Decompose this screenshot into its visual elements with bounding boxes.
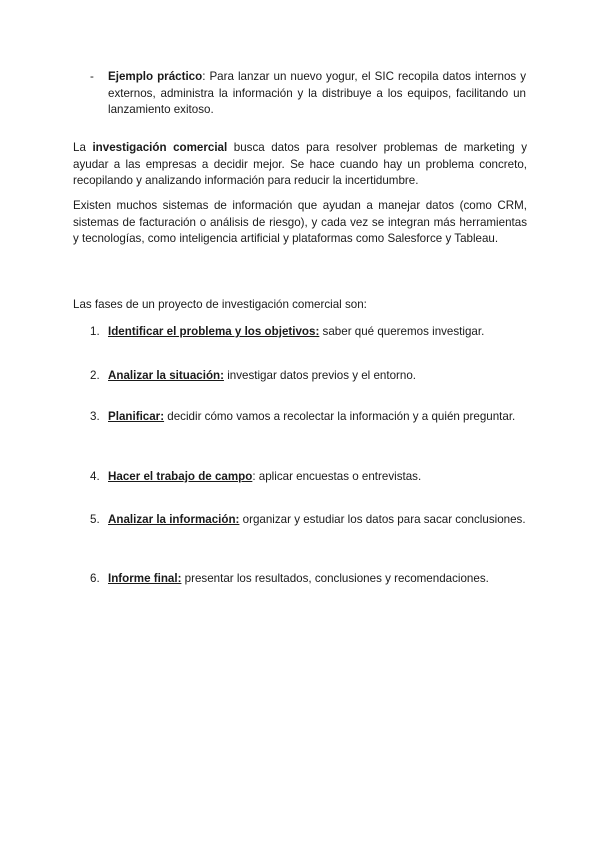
step-number: 6. [90,572,100,585]
step-3 [90,409,527,426]
step-body: : aplicar encuestas o entrevistas. [252,470,422,483]
paragraph-investigacion [73,140,527,190]
step-body: decidir cómo vamos a recolectar la información y a quién preguntar. [164,410,516,423]
step-body: presentar los resultados, conclusiones y recomendaciones. [181,572,489,585]
step-number: 3. [90,410,100,423]
step-text [108,469,527,486]
step-body: saber qué queremos investigar. [319,325,485,338]
phases-intro: Las fases de un proyecto de investigación comercial son: [73,298,367,311]
step-text [108,368,527,385]
step-title: Analizar la información: [108,513,240,526]
step-6 [90,571,527,588]
step-number: 1. [90,325,100,338]
step-body: organizar y estudiar los datos para sacar conclusiones. [239,513,526,526]
step-body: investigar datos previos y el entorno. [223,369,417,382]
example-text [108,69,526,119]
step-1 [90,324,527,341]
example-title: Ejemplo práctico [108,70,203,83]
para1-bold: investigación comercial [92,141,228,154]
step-number: 4. [90,470,100,483]
step-title: Identificar el problema y los objetivos: [108,325,320,338]
step-title: Planificar: [108,410,165,423]
step-title: Analizar la situación: [108,369,224,382]
step-text [108,409,527,426]
step-2 [90,368,527,385]
paragraph-sistemas: Existen muchos sistemas de información que ayudan a manejar datos (como CRM, sistemas de facturación o análisis de riesgo), y cada vez se integran más herramientas y tecnologías, como inteligencia artificial y plataformas como Salesforce y Tableau. [73,199,527,245]
step-title: Informe final: [108,572,182,585]
step-4 [90,469,527,486]
step-number: 5. [90,513,100,526]
example-bullet [90,69,527,119]
para1-prefix: La [73,141,93,154]
example-body: : Para lanzar un nuevo yogur, el SIC recopila datos internos y externos, administra la información y la distribuye a los equipos, facilitando un lanzamiento exitoso. [108,70,526,116]
step-text [108,571,527,588]
step-text [108,512,527,529]
step-text [108,324,527,341]
bullet-dash: - [90,70,94,83]
step-5 [90,512,527,529]
step-number: 2. [90,369,100,382]
step-title: Hacer el trabajo de campo [108,470,253,483]
para1-text: busca datos para resolver problemas de marketing y ayudar a las empresas a decidir mejor. Se hace cuando hay un problema concreto, recopilando y analizando información para reducir la incertidumbre. [73,141,528,187]
